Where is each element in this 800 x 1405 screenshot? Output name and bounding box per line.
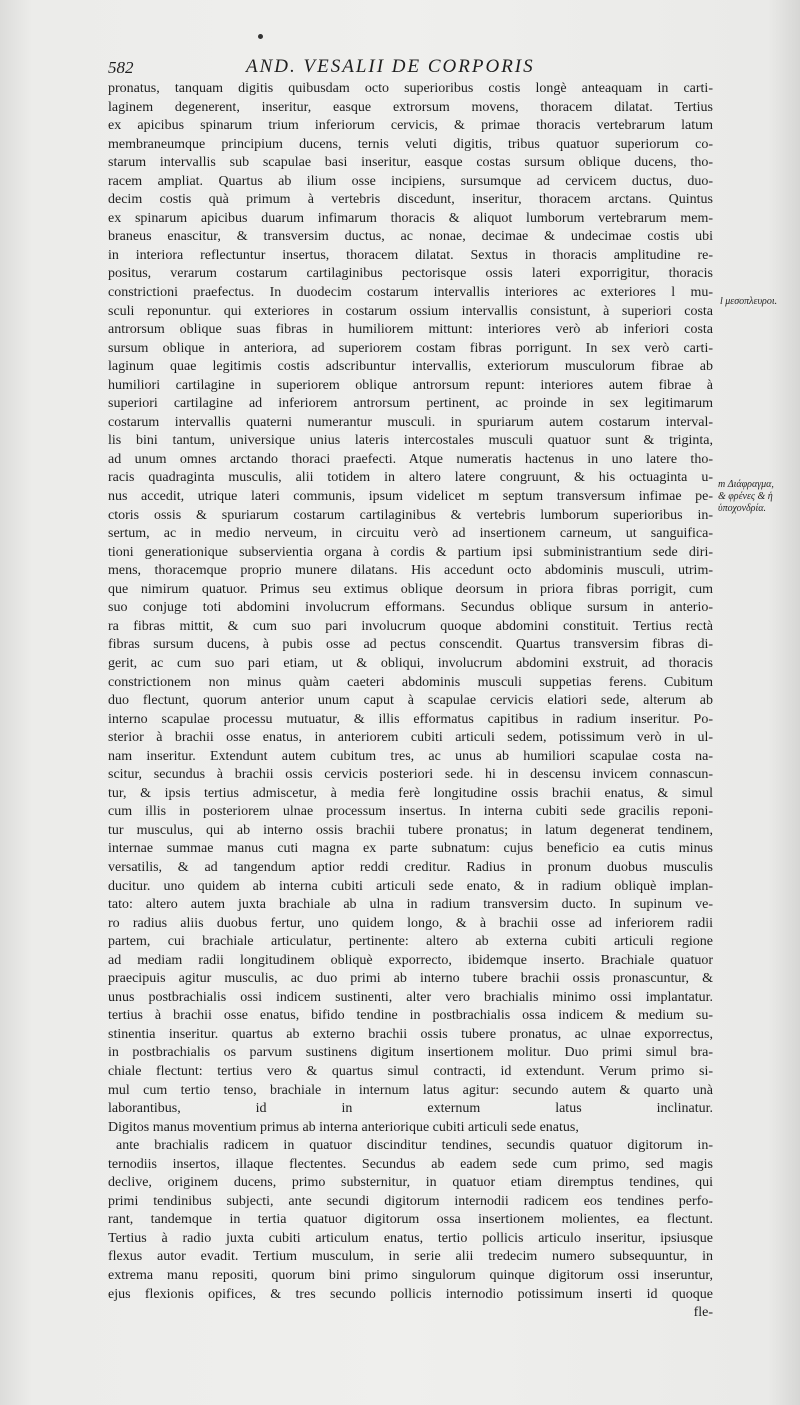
text-line: constrictionem non minus quàm caeteri abdominis musculi suppetias ferens. Cubitum [108, 674, 713, 690]
body-text [108, 80, 713, 1323]
text-line: suo conjuge toti abdomini involucrum efformans. Secundus oblique sursum in anterio- [108, 600, 713, 616]
page-number: 582 [108, 58, 134, 77]
ink-dot [258, 34, 263, 39]
text-line: versatilis, & ad tangendum aptior reddi creditur. Radius in pronum duobus musculis [108, 859, 713, 875]
text-line: ejus flexionis opifices, & tres secundo pollicis internodio potissimum inserti id quoque [108, 1286, 713, 1302]
text-line: nus accedit, utrique lateri communis, ipsum videlicet m septum transversum infimae pe- [108, 489, 713, 505]
text-line: ad mediam radii longitudinem obliquè exporrecto, ibidemque inserto. Brachiale quatuor [108, 952, 713, 968]
text-line: tato: altero autem juxta brachiale ab ulna in radium transversim ducto. In supinum ve- [108, 897, 713, 913]
marginal-note [718, 479, 784, 515]
text-line: sterior à brachii osse enatus, in anteriorem cubiti articuli sedem, potissimum verò in ul- [108, 730, 713, 746]
text-line: braneus enascitur, & transversim ductus, ac nonae, decimae & undecimae costis ubi [108, 229, 713, 245]
catchword: fle- [693, 1305, 713, 1321]
text-line: flexus autor evadit. Tertium musculum, in serie alii tredecim numero subsequuntur, in [108, 1249, 713, 1265]
page-header [108, 56, 708, 82]
text-line: ctoris ossis & spuriarum costarum cartilaginibus & vertebris lumborum superioribus in- [108, 507, 713, 523]
text-line: starum intervallis sub scapulae basi inseritur, easque costas sursum oblique ducens, tho- [108, 155, 713, 171]
text-line: praecipuis agitur musculis, ac duo primi ab interno tubere brachii ossis pronascuntur, & [108, 971, 713, 987]
text-line: ternodiis insertos, illaque flectentes. Secundus ab eadem sede cum primo, sed magis [108, 1156, 713, 1172]
text-line: laginem degenerent, inseritur, easque extrorsum movens, thoracem dilatat. Tertius [108, 99, 713, 115]
text-line: tertius à brachii osse enatus, bifido tendine in postbrachialis ossa indicem & medium su- [108, 1008, 713, 1024]
text-line: ante brachialis radicem in quatuor discinditur tendines, secundis quatuor digitorum in- [116, 1138, 713, 1154]
text-line: nam inseritur. Extendunt autem cubitum tres, ac unus ab humiliori scapulae costa na- [108, 748, 713, 764]
text-line: tioni generationique subservientia organa à cordis & partium ipsi subministrantium sede diri- [108, 544, 713, 560]
text-line: constrictioni praefectus. In duodecim costarum intervallis interiores ac exteriores l mu- [108, 285, 713, 301]
text-line: racem ampliat. Quartus ab ilium osse incipiens, sursumque ad cervicem ductus, duo- [108, 173, 713, 189]
text-line: pronatus, tanquam digitis quibusdam octo superioribus costis longè anteaquam in carti- [108, 81, 713, 96]
text-line: internae summae manus cuti magna ex parte subnatum: cujus beneficio ea cutis minus [108, 841, 713, 857]
text-line: gerit, ac cum suo pari etiam, ut & obliqui, involucrum abdomini exstruit, ad thoracis [108, 655, 713, 671]
text-line: ex apicibus spinarum trium inferiorum cervicis, & primae thoracis vertebrarum latum [108, 118, 713, 134]
text-line: declive, originem ducens, primo substernitur, in quatuor etiam diremptus tendines, qui [108, 1175, 713, 1191]
marginal-note: l μεσοπλευροι. [720, 296, 778, 307]
text-line: extrema manu repositi, quorum bini primo singulorum quinque digitorum ossi inseruntur, [108, 1268, 713, 1283]
text-line: in interiora reflectuntur insertus, thoracem dilatat. Sextus in thoracis amplitudine re- [108, 247, 713, 263]
text-line: scitur, secundus à brachii ossis cervicis posteriori sede. hi in descensu invicem connascun- [108, 767, 713, 783]
marginal-note-text: m Διάφραγμα, & φρένες & ἡ ὑποχονδρία. [718, 479, 774, 514]
text-line: antrorsum oblique suas fibras in humiliorem mittunt: interiores verò ab inferiori costa [108, 322, 713, 338]
text-line: positus, verarum costarum cartilaginibus pectorisque ossis lateri exporrigitur, thoracis [108, 266, 713, 282]
text-line: ex spinarum apicibus duarum infimarum thoracis & aliquot lumborum vertebrarum mem- [108, 210, 713, 226]
text-line: mul cum tertio tenso, brachiale in internum latus agitur: secundo autem & quarto unà [108, 1082, 713, 1098]
text-line: Tertius à radio juxta cubiti articulum enatus, tertio pollicis articulo inseritur, ipsiusque [108, 1230, 713, 1246]
text-line: Digitos manus moventium primus ab interna anteriorique cubiti articuli sede enatus, [108, 1119, 579, 1135]
text-line: lis bini tantum, universique unius lateris intercostales musculi quatuor sunt & triginta, [108, 433, 713, 449]
text-line: superiori cartilagine ad inferiorem antrorsum pertinent, ac proinde in sex legitimarum [108, 396, 713, 412]
text-line: mens, thoracemque proprio munere dilatans. His accedunt octo abdominis musculi, utrim- [108, 563, 713, 579]
text-line: humiliori cartilagine in superiorem oblique antrorsum repunt: interiores autem fibrae à [108, 377, 713, 393]
text-line: primi tendinibus subjecti, ante secundi digitorum internodii radicem eos tendines perfo- [108, 1193, 713, 1209]
text-line: ro radius aliis duobus fertur, uno quidem longo, & à brachii osse ad inferiorem radii [108, 915, 713, 931]
text-line: tur musculus, qui ab interno ossis brachii tubere pronatus; in latum degenerat tendinem, [108, 822, 713, 838]
text-line: sursum oblique in anteriora, ad superiorem costam fibras porrigunt. In sex verò carti- [108, 340, 713, 356]
running-head: AND. VESALII DE CORPORIS [246, 56, 535, 77]
text-line: ra fibras mittit, & cum suo pari involucrum quoque abdomini constituit. Tertius rectà [108, 618, 713, 634]
text-line: duo flectunt, quorum anterior unum caput à scapulae cervicis elatiori sede, alterum ab [108, 693, 713, 709]
text-line: decim costis quà primum à vertebris discedunt, inseritur, thoracem arctans. Quintus [108, 192, 713, 208]
text-line: ad unum omnes arctando thoraci praefecti. Atque numeratis hactenus in uno latere tho- [108, 451, 713, 467]
text-line: cum illis in posteriorem ulnae processum insertus. In interna cubiti sede gracilis reponi- [108, 804, 713, 820]
text-line: tur, & ipsis tertius admiscetur, à media ferè longitudine ossis brachii enatus, & simul [108, 785, 713, 801]
text-line: rant, tandemque in tertia quatuor digitorum ossa insertionem molientes, ea flectunt. [108, 1212, 713, 1228]
text-line: ducitur. uno quidem ab interna cubiti articuli sede enato, & in radium obliquè implan- [108, 878, 713, 894]
text-line: unus postbrachialis ossi indicem sustinenti, alter vero brachialis minimo ossi implantatur. [108, 989, 713, 1005]
text-line: racis quadraginta musculis, alii totidem in altero latere congruunt, & his octuaginta u- [108, 470, 713, 486]
text-line: costarum intervallis quaterni numerantur musculi. in spuriarum autem costarum interval- [108, 414, 713, 430]
text-line: partem, cui brachiale articulatur, pertinente: altero ab externa cubiti articuli regione [108, 934, 713, 950]
text-line: fibras sursum ducens, à pubis osse ad pectus conscendit. Quartus transversim fibras di- [108, 637, 713, 653]
text-line: stinentia inseritur. quartus ab externo brachii ossis tubere pronatus, ac ulnae exporrectus, [108, 1026, 713, 1042]
text-line: laborantibus, id in externum latus inclinatur. [108, 1101, 713, 1117]
text-line: membraneumque principium ducens, ternis veluti digitis, tribus quatuor superiorum co- [108, 136, 713, 152]
text-line: sculi reponuntur. qui exteriores in costarum ossium intervallis consistunt, à superiori costa [108, 303, 713, 319]
text-line: sertum, ac in medio nerveum, in circuitu verò ad insertionem carneum, ut sanguifica- [108, 526, 713, 542]
text-line: que nimirum quatuor. Primus seu extimus oblique deorsum in priora fibras porrigit, cum [108, 581, 713, 597]
text-line: laginum quae legitimis costis adscribuntur intervallis, exteriorum musculorum fibrae ab [108, 359, 713, 375]
text-line: in postbrachialis os parvum sustinens digitum insertionem molitur. Duo primi simul bra- [108, 1045, 713, 1061]
text-line: chiale flectunt: tertius vero & quartus simul contracti, id extendunt. Verum primo si- [108, 1063, 713, 1079]
text-line: interno scapulae processu mutuatur, & illis efformatus capitibus in radium inseritur. Po- [108, 711, 713, 727]
